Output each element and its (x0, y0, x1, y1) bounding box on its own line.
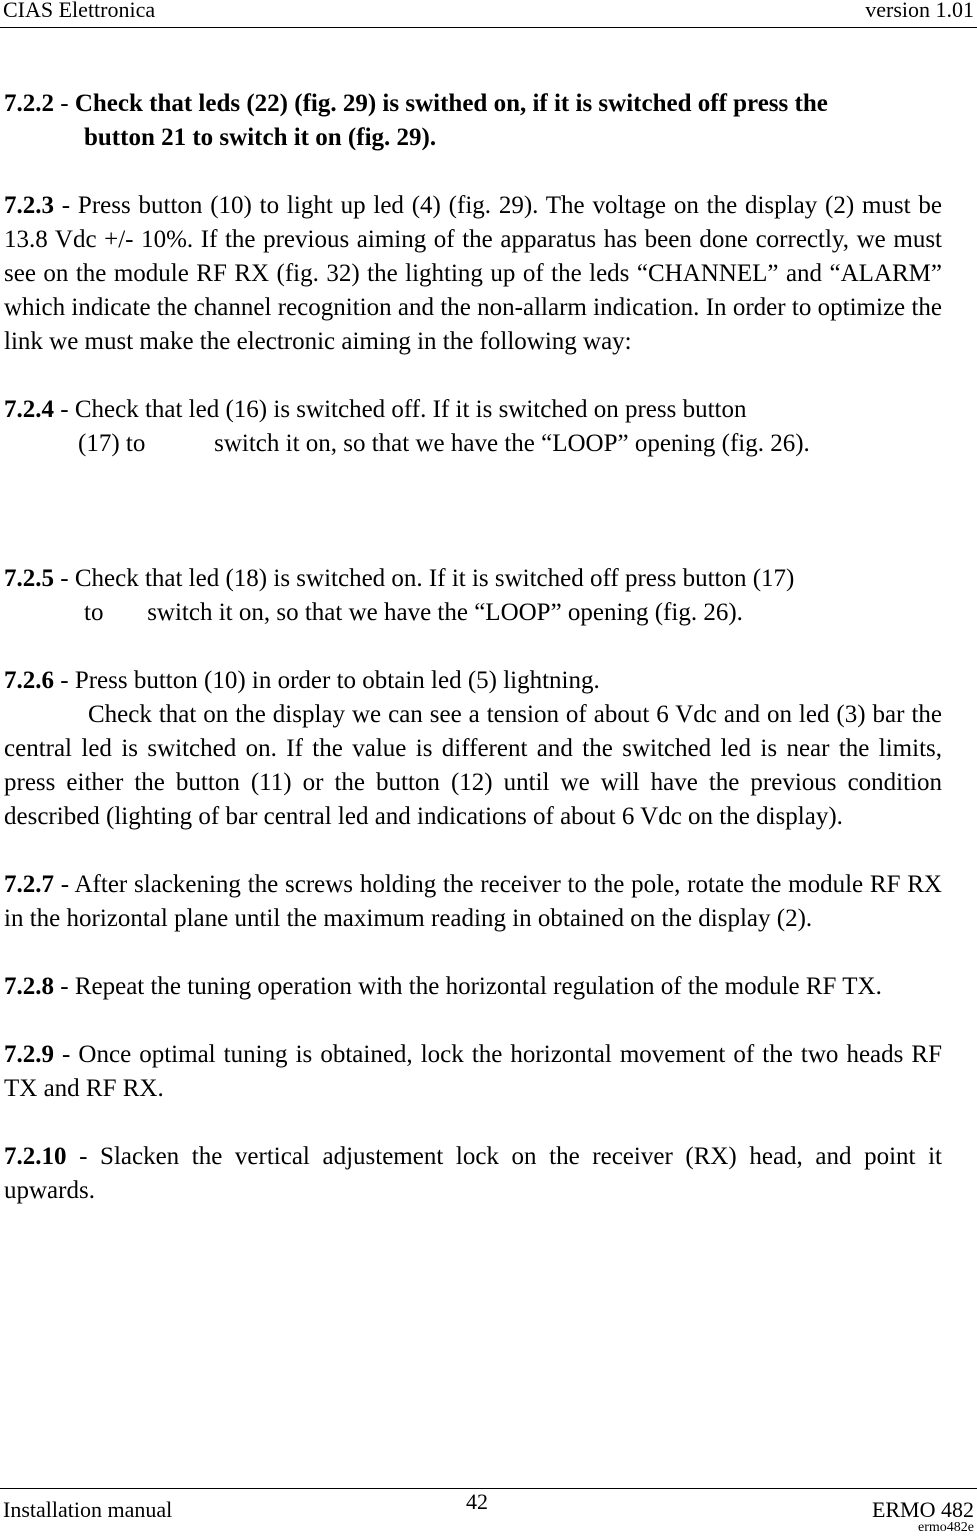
section-text: - Check that led (18) is switched on. If it is switched off press button (17) (54, 565, 795, 592)
section-number: 7.2.2 (4, 90, 54, 117)
section-text: - Slacken the vertical adjustement lock on the receiver (RX) head, and point it upwards. (4, 1143, 942, 1204)
section-7-2-6-body: Check that on the display we can see a tension of about 6 Vdc and on led (3) bar the central led is switched on. If the value is different and the switched led is near the limits, press either the button (11) or the button (12) until we will have the previous condition described (lighting of bar central led and indications of about 6 Vdc on the display). (4, 701, 942, 830)
section-text: - After slackening the screws holding the receiver to the pole, rotate the module RF RX in the horizontal plane until the maximum reading in obtained on the display (2). (4, 871, 942, 932)
section-7-2-9 (4, 1038, 942, 1106)
company-name: CIAS Elettronica (3, 0, 156, 22)
section-number: 7.2.4 (4, 396, 54, 423)
section-text: - Check that led (16) is switched off. If it is switched on press button (54, 396, 747, 423)
section-7-2-6-line1 (4, 664, 942, 698)
section-number: 7.2.9 (4, 1041, 54, 1068)
section-7-2-8 (4, 970, 942, 1004)
product-name: ERMO 482 (871, 1497, 974, 1522)
section-number: 7.2.5 (4, 565, 54, 592)
document-version: version 1.01 (865, 0, 974, 22)
section-text: - Repeat the tuning operation with the horizontal regulation of the module RF TX. (54, 973, 882, 1000)
section-7-2-2-line2: button 21 to switch it on (fig. 29). (84, 124, 437, 151)
section-7-2-2-line1 (4, 87, 942, 121)
section-text: - Press button (10) to light up led (4) (fig. 29). The voltage on the display (2) must be 13.8 Vdc +/- 10%. If the previous aiming of the apparatus has been done correctly, we must see on the module RF RX (fig. 32) the lighting up of the leds “CHANNEL” and “ALARM” which indicate the channel recognition and the non-allarm indication. In order to optimize the link we must make the electronic aiming in the following way: (4, 192, 942, 355)
section-7-2-4-line2: (17) to switch it on, so that we have the “LOOP” opening (fig. 26). (78, 430, 810, 457)
document-code: ermo482e (918, 1520, 974, 1535)
section-7-2-5-line2: to switch it on, so that we have the “LOOP” opening (fig. 26). (84, 599, 743, 626)
section-7-2-6 (4, 664, 942, 834)
page-header (0, 0, 977, 28)
section-number: 7.2.3 (4, 192, 54, 219)
section-7-2-10 (4, 1140, 942, 1208)
section-number: 7.2.10 (4, 1143, 67, 1170)
section-number: 7.2.6 (4, 667, 54, 694)
section-7-2-4-line1 (4, 393, 942, 427)
manual-title: Installation manual (3, 1497, 173, 1522)
document-body (4, 87, 942, 1242)
section-text: Check that leds (22) (fig. 29) is swithed on, if it is switched off press the (74, 90, 828, 117)
page-footer (0, 1488, 977, 1539)
section-7-2-3 (4, 189, 942, 359)
section-text: - Press button (10) in order to obtain led (5) lightning. (54, 667, 600, 694)
separator: - (54, 90, 75, 117)
section-number: 7.2.8 (4, 973, 54, 1000)
section-number: 7.2.7 (4, 871, 54, 898)
section-7-2-4 (4, 393, 942, 461)
section-7-2-2 (4, 87, 942, 155)
section-7-2-5 (4, 562, 942, 630)
page-number: 42 (466, 1489, 488, 1514)
section-7-2-7 (4, 868, 942, 936)
section-text: - Once optimal tuning is obtained, lock the horizontal movement of the two heads RF TX and RF RX. (4, 1041, 942, 1102)
section-7-2-5-line1 (4, 562, 942, 596)
